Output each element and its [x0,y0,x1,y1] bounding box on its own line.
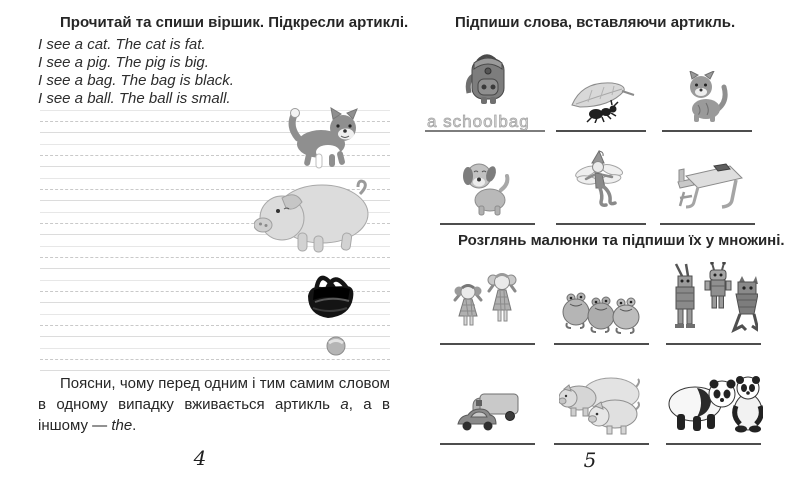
exercise-cell [425,40,549,132]
answer-line [425,130,545,132]
answer-line [666,343,761,345]
dog-illustration [461,140,513,216]
explain-text: , а в іншому — [38,396,390,434]
fairy-illustration [574,138,628,216]
left-task-header: Прочитай та спиши віршик. Підкресли артиклі. [60,14,409,31]
kitten-illustration [684,40,730,123]
article-the: the [111,417,133,434]
answer-line [660,223,755,225]
cat-illustration [283,106,361,170]
right-task-header-1: Підпиши слова, вставляючи артикль. [455,14,736,31]
left-page-number: 4 [193,446,207,470]
traced-answer: a schoolbag [427,112,530,131]
answer-line [554,343,649,345]
article-a: a [340,396,349,413]
poem-line: I see a cat. The cat is fat. [38,36,206,53]
schoolbag-illustration [462,40,512,106]
right-task-header-2: Розглянь малюнки та підпиши їх у множині. [458,232,785,249]
poem-line: I see a ball. The ball is small. [38,90,231,107]
guide-line [40,370,390,371]
exercise-cell [425,255,549,345]
robots-illustration [668,250,758,336]
pigs-illustration [559,352,643,436]
answer-line [440,343,535,345]
ant-with-leaf-illustration [566,40,636,123]
poem [38,36,234,108]
answer-line [666,443,761,445]
dolls-illustration [452,255,522,336]
guide-line [40,359,390,360]
exercise-cell [552,352,650,445]
bag-illustration [301,262,359,322]
explain-text: Поясни, чому перед одним і тим самим словом в одному випадку вживається артикль [38,375,390,413]
desk-illustration [670,140,744,216]
frogs-illustration [561,255,641,336]
explain-text: . [132,417,137,434]
exercise-cell [658,140,756,225]
poem-line: I see a pig. The pig is big. [38,54,209,71]
exercise-cell [658,352,768,445]
guide-line [40,325,390,326]
exercise-cell [552,40,650,132]
poem-line: I see a bag. The bag is black. [38,72,234,89]
exercise-cell [552,255,650,345]
pig-illustration [254,178,372,254]
guide-line [40,257,390,258]
answer-line [556,223,646,225]
exercise-cell [425,355,549,445]
answer-line [440,443,535,445]
explain-paragraph [38,373,390,436]
car-and-van-illustration [454,355,520,436]
exercise-cell [425,140,549,225]
answer-line [554,443,649,445]
ball-illustration [326,336,346,356]
right-page-number: 5 [583,448,597,472]
answer-line [556,130,646,132]
answer-line [662,130,752,132]
exercise-cell [658,250,768,345]
answer-line [440,223,535,225]
exercise-cell [658,40,756,132]
exercise-cell [552,138,650,225]
pandas-illustration [663,352,763,436]
